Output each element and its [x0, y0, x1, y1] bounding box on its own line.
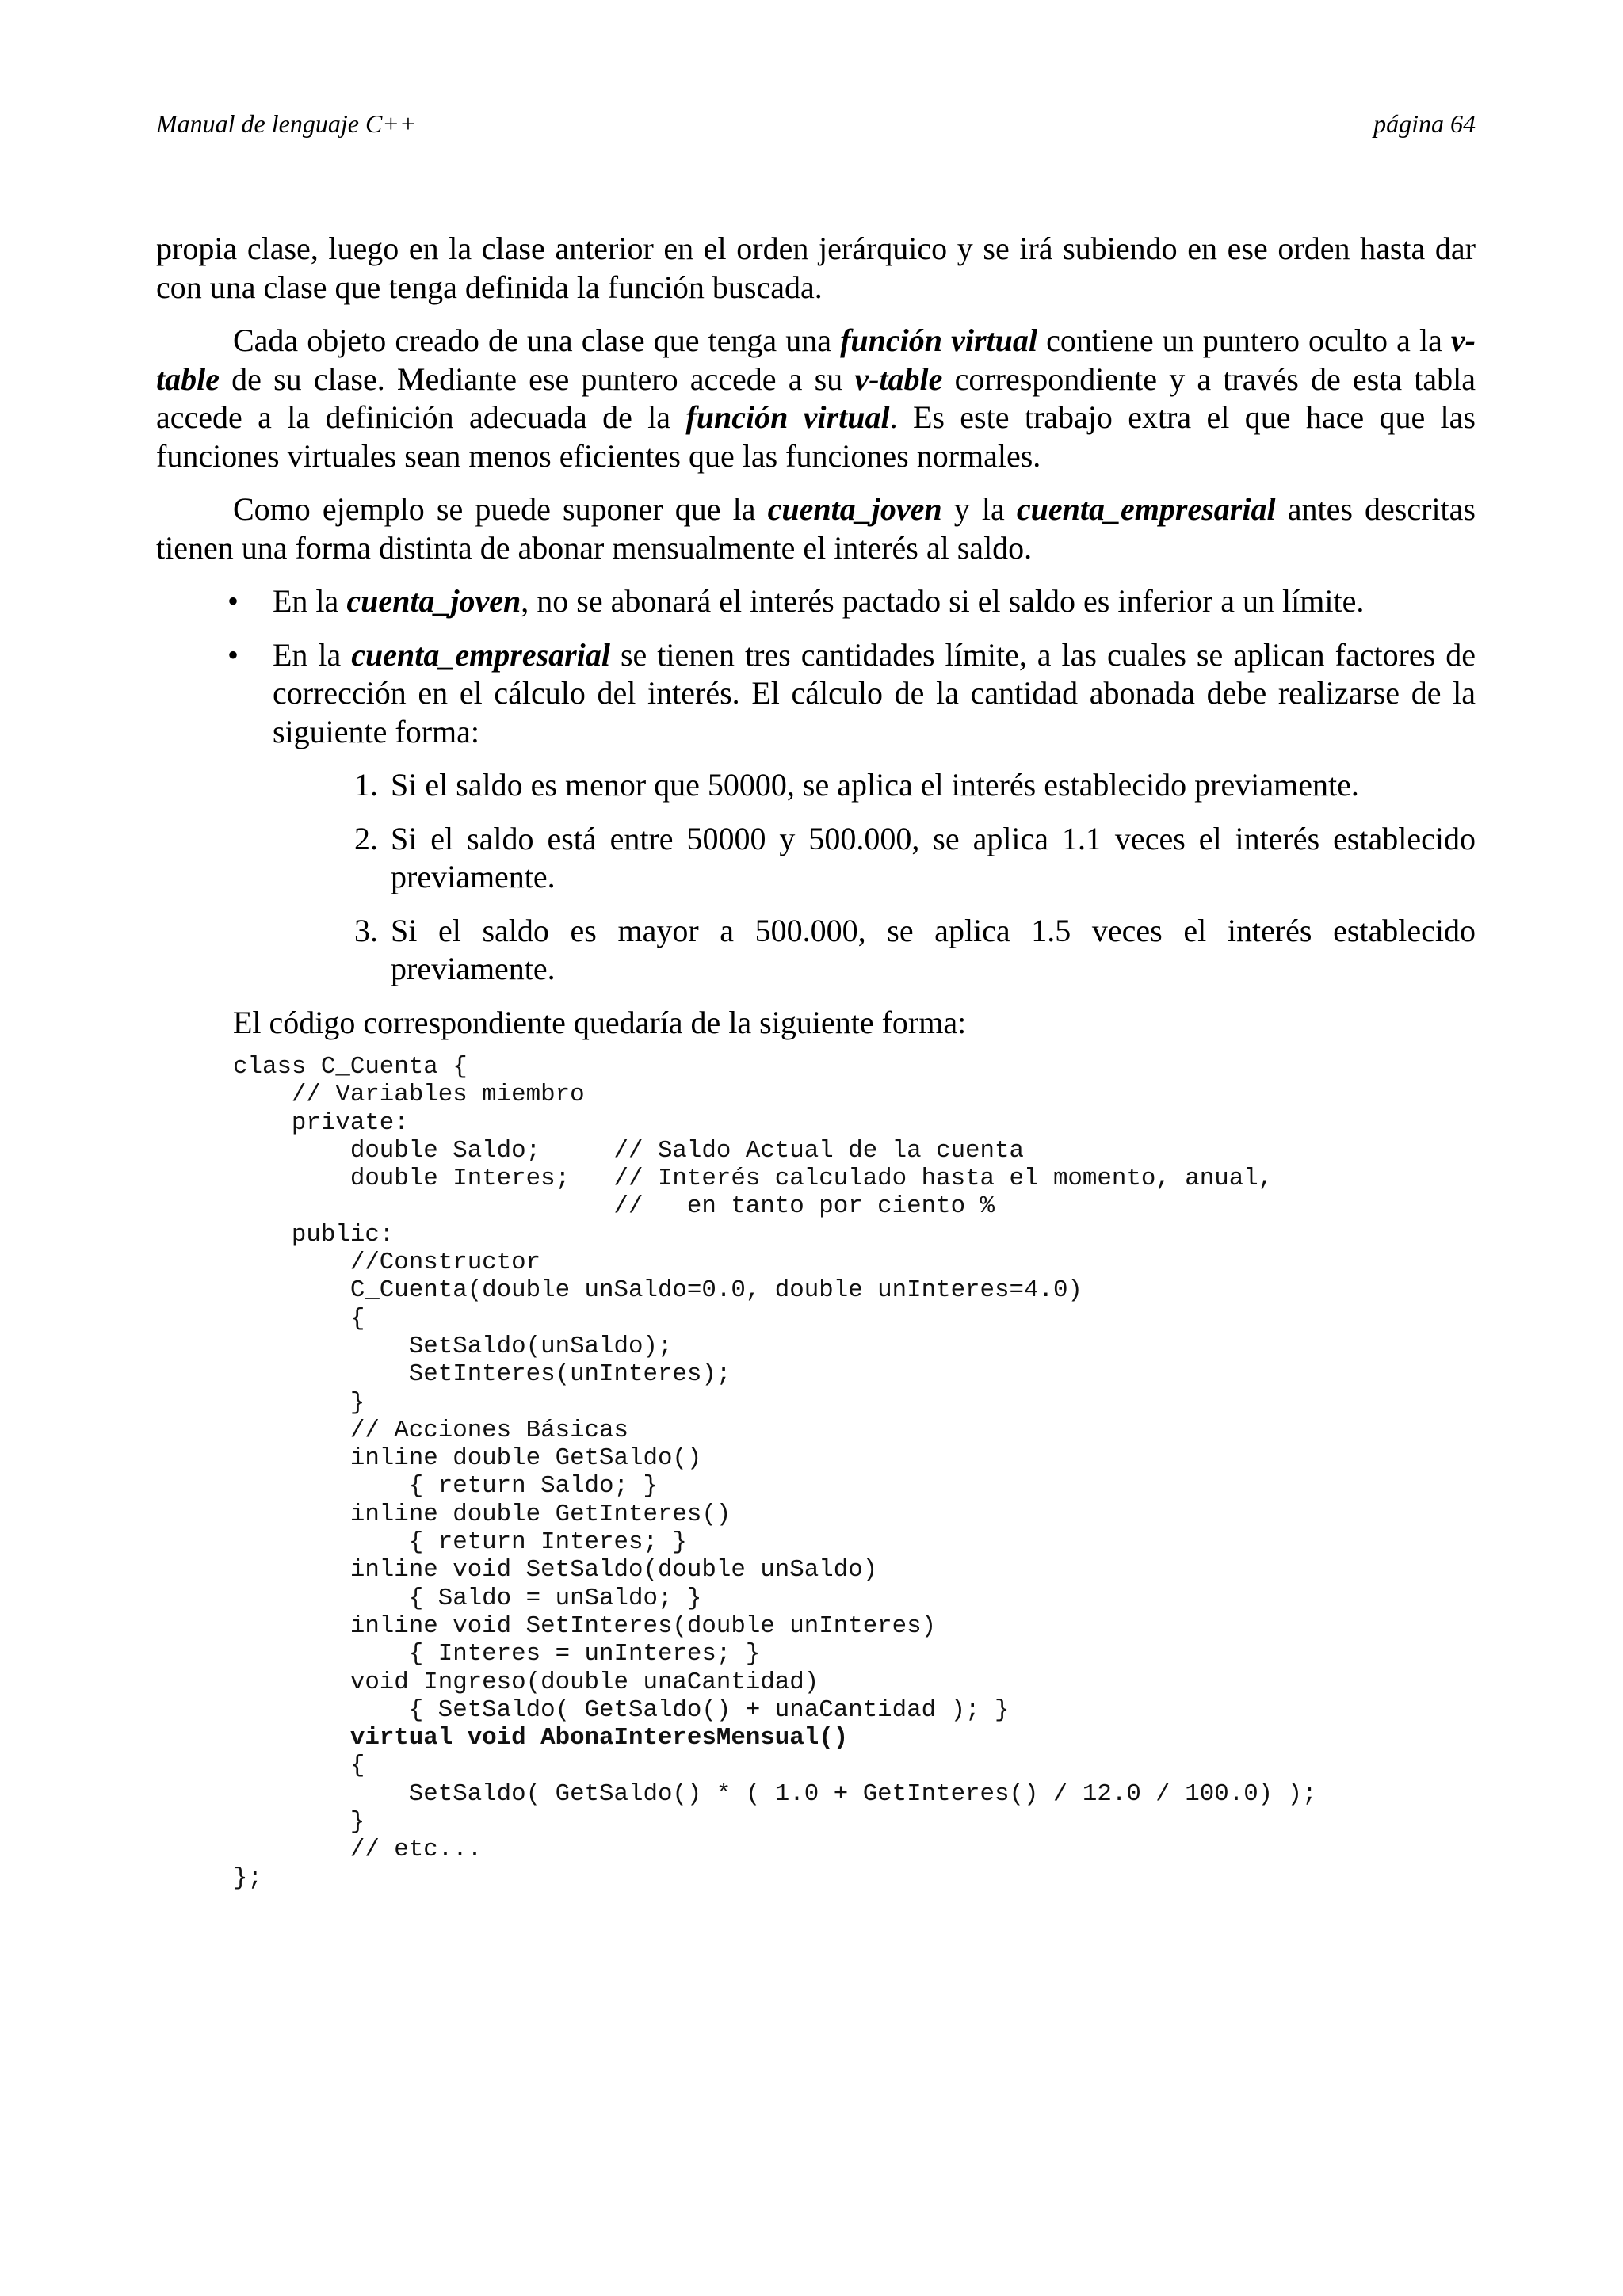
item-number: 3.: [354, 912, 378, 948]
numbered-list: [156, 766, 1476, 989]
list-item: 3. Si el saldo es mayor a 500.000, se aplica 1.5 veces el interés establecido previamente.: [354, 912, 1476, 986]
list-item: • En la cuenta_joven, no se abonará el interés pactado si el saldo es inferior a un límite.: [156, 582, 1476, 621]
list-item: • En la cuenta_empresarial se tienen tres cantidades límite, a las cuales se aplican factores de corrección en el cálculo del interés. El cálculo de la cantidad abonada debe realizarse de la siguiente forma:: [227, 636, 1476, 749]
term-funcion-virtual: función virtual: [840, 322, 1038, 358]
term-cuenta-joven: cuenta_joven: [767, 491, 942, 527]
list-item: 2. Si el saldo está entre 50000 y 500.000, se aplica 1.1 veces el interés establecido previamente.: [354, 820, 1476, 894]
term-v-table: v-table: [156, 322, 1476, 397]
term-v-table: v-table: [854, 360, 943, 397]
bullet-icon: •: [227, 636, 239, 673]
term-cuenta-empresarial: cuenta_empresarial: [351, 636, 610, 673]
term-cuenta-empresarial: cuenta_empresarial: [1016, 491, 1276, 527]
code-block: [233, 1053, 1476, 1892]
bullet-list: [156, 582, 1476, 751]
paragraph-virtual-function: Cada objeto creado de una clase que tenga una función virtual contiene un puntero oculto a la v-table de su clase. Mediante ese puntero accede a su v-table correspondiente y a través de esta tabla accede a la definición adecuada de la función virtual. Es este trabajo extra el que hace que las funciones virtuales sean menos eficientes que las funciones normales.: [156, 322, 1476, 474]
code-part: { SetSaldo( GetSaldo() * ( 1.0 + GetInteres() / 12.0 / 100.0) ); } // etc... };: [233, 1752, 1317, 1892]
item-number: 1.: [354, 767, 378, 803]
item-number: 2.: [354, 820, 378, 856]
code-bold-line: virtual void AbonaInteresMensual(): [349, 1724, 849, 1753]
page-body: [156, 230, 1476, 1892]
term-cuenta-joven: cuenta_joven: [346, 583, 521, 619]
bullet-icon: •: [227, 583, 239, 619]
paragraph-example: Como ejemplo se puede suponer que la cuenta_joven y la cuenta_empresarial antes descritas tienen una forma distinta de abonar mensualmente el interés al saldo.: [156, 491, 1476, 566]
document-title: Manual de lenguaje C++: [156, 109, 417, 138]
page-number: página 64: [1373, 109, 1476, 138]
code-intro-text: El código correspondiente quedaría de la siguiente forma:: [233, 1004, 967, 1040]
list-item: 1. Si el saldo es menor que 50000, se aplica el interés establecido previamente.: [156, 766, 1476, 805]
page-header: [156, 109, 1476, 139]
paragraph-continuation: propia clase, luego en la clase anterior en el orden jerárquico y se irá subiendo en ese orden hasta dar con una clase que tenga definida la función buscada.: [156, 231, 1476, 305]
term-funcion-virtual: función virtual: [685, 399, 890, 435]
code-part: class C_Cuenta { // Variables miembro private: double Saldo; // Saldo Actual de la cuenta double Interes; // Interés calculado hasta el momento, anual, // en tanto por ciento % public: //Constructor C_Cuenta(double unSaldo=0.0, double unInteres=4.0) { SetSaldo(unSaldo); SetInteres(unInteres); } // Acciones Básicas inline double GetSaldo() { return Saldo; } inline double GetInteres() { return Interes; } inline void SetSaldo(double unSaldo) { Saldo = unSaldo; } inline void SetInteres(double unInteres) { Interes = unInteres; } void Ingreso(double unaCantidad) { SetSaldo( GetSaldo() + unaCantidad ); }: [233, 1053, 1274, 1724]
